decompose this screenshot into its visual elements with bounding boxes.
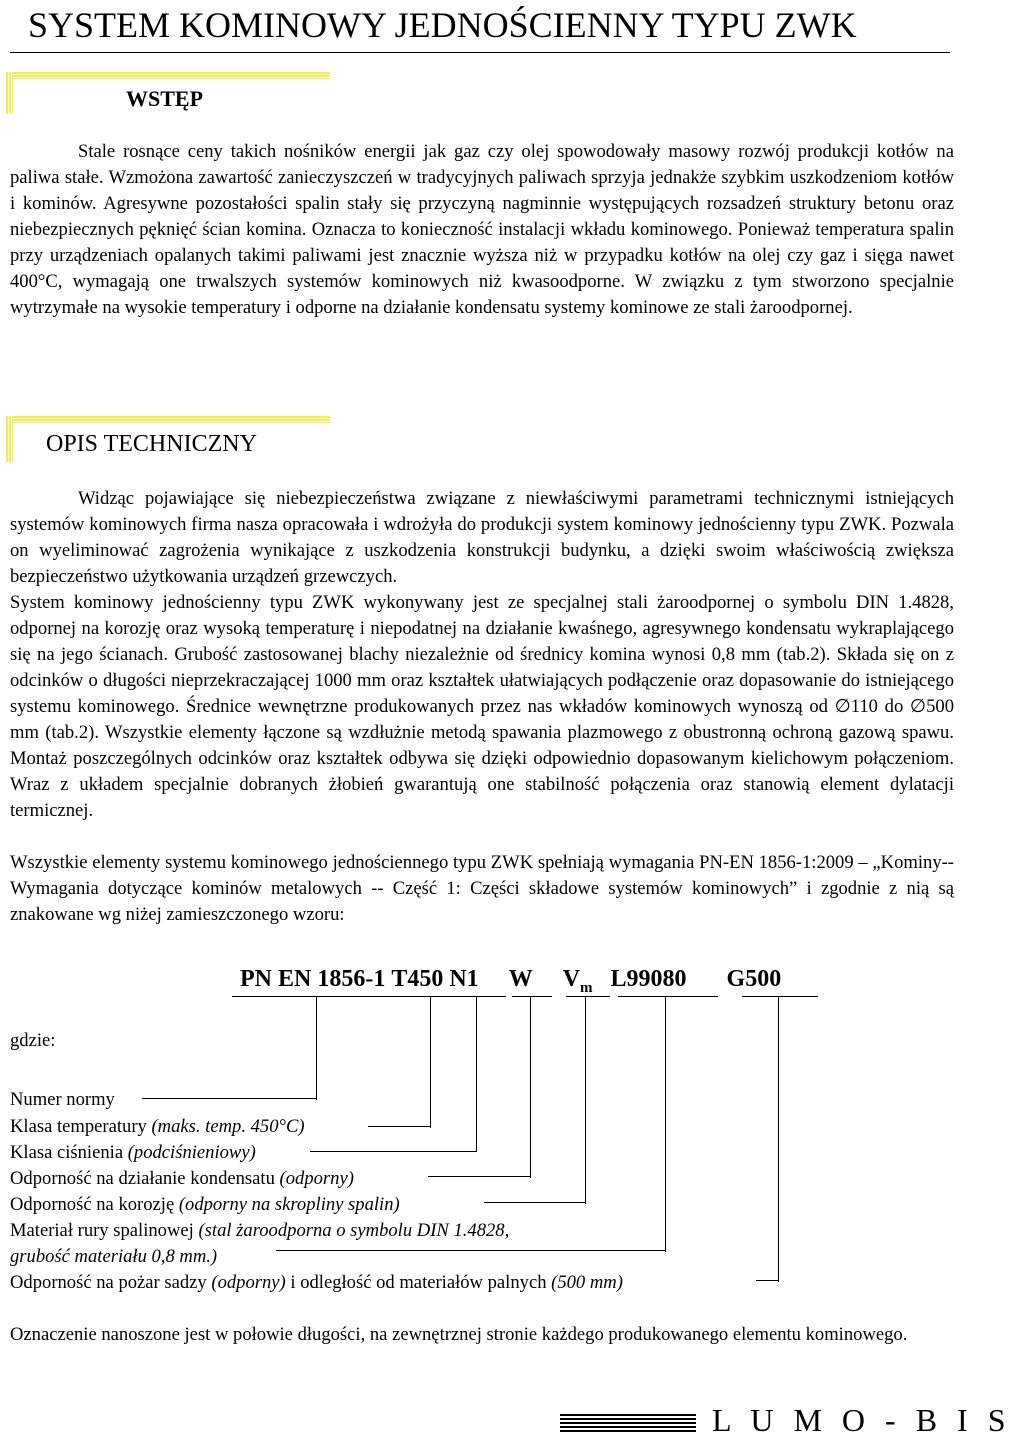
technical-paragraph-1: Widząc pojawiające się niebezpieczeństwa związane z niewłaściwymi parametrami technicznymi istniejących systemów kominowych firma nasza opracowała i wdrożyła do produkcji system kominowy jednościenny typu ZWK. Pozwala on wyeliminować zagrożenia wynikające z uszkodzenia konstrukcji budynku, a dzięki swoim właściwością zwiększa bezpieczeństwo użytkowania urządzeń grzewczych. (10, 488, 954, 587)
code-temperature: T450 (391, 966, 444, 992)
hline-temperature (368, 1126, 430, 1127)
code-corrosion: $V_m$ (562, 966, 593, 996)
hline-condensate (428, 1176, 530, 1177)
hline-norm (142, 1098, 316, 1099)
hline-corrosion (484, 1202, 585, 1203)
technical-paragraph-3: Wszystkie elementy systemu kominowego jednościennego typu ZWK spełniają wymagania PN-EN 1856-1:2009 – „Kominy-- Wymagania dotyczące kominów metalowych -- Część 1: Części składowe systemów kominowych” i zgodnie z nią są znakowane wg niżej zamieszczonego wzoru: (10, 852, 954, 925)
underline-material (618, 996, 718, 997)
designation-code (240, 966, 781, 997)
legend-item: Materiał rury spalinowej (stal żaroodporna o symbolu DIN 1.4828, (10, 1220, 510, 1241)
underline-condensate (512, 996, 552, 997)
technical-paragraph-2: System kominowy jednościenny typu ZWK wykonywany jest ze specjalnej stali żaroodpornej o symbolu DIN 1.4828, odpornej na korozję oraz wysoką temperaturę i niepodatnej na działanie kwaśnego, agresywnego kondensatu wykraplającego się na jego ścianach. Grubość zastosowanej blachy niezależnie od średnicy komina wynosi 0,8 mm (tab.2). Składa się on z odcinków o długości nieprzekraczającej 1000 mm oraz kształtek ułatwiających podłączenie oraz dopasowanie do istniejącego systemu kominowego. Średnice wewnętrzne produkowanych przez nas wkładów kominowych wynoszą od ∅110 do ∅500 mm (tab.2). Wszystkie elementy łączone są wzdłużnie metodą spawania plazmowego z obustronną ochroną gazową spawu. Montaż poszczególnych odcinków oraz kształtek odbywa się dzięki odpowiednio dopasowanym kielichowym połączeniom. Wraz z układem specjalnie dobranych żłobień gwarantują one stabilność połączenia oraz stanowią element dylatacji termicznej. (10, 592, 954, 821)
page-title: SYSTEM KOMINOWY JEDNOŚCIENNY TYPU ZWK (28, 5, 857, 45)
hline-soot-fire (756, 1280, 778, 1281)
company-logo: L U M O - B I S (712, 1402, 1011, 1438)
legend-item: Klasa ciśnienia (podciśnieniowy) (10, 1142, 256, 1163)
connector-soot-fire (778, 996, 779, 1282)
underline-norm (232, 996, 404, 997)
underline-soot-fire (742, 996, 818, 997)
legend-item: grubość materiału 0,8 mm.) (10, 1246, 218, 1267)
technical-heading: OPIS TECHNICZNY (46, 431, 257, 457)
code-pressure: N1 (449, 966, 479, 992)
code-norm: PN EN 1856-1 (240, 966, 386, 992)
legend-item: Klasa temperatury (maks. temp. 450°C) (10, 1116, 305, 1137)
connector-corrosion (585, 996, 586, 1204)
title-rule (10, 52, 950, 53)
underline-corrosion (566, 996, 610, 997)
legend-item: Odporność na korozję (odporny na skropliny spalin) (10, 1194, 400, 1215)
connector-norm (316, 996, 317, 1100)
hline-material (276, 1250, 665, 1251)
code-material: L99080 (610, 966, 687, 992)
legend-item: Odporność na działanie kondensatu (odporny) (10, 1168, 354, 1189)
legend-item: Odporność na pożar sadzy (odporny) i odległość od materiałów palnych (500 mm) (10, 1272, 623, 1293)
connector-temperature (430, 996, 431, 1128)
intro-heading: WSTĘP (126, 86, 204, 111)
underline-temperature (404, 996, 464, 997)
connector-pressure (476, 996, 477, 1152)
legend-item: Numer normy (10, 1089, 115, 1110)
closing-note: Oznaczenie nanoszone jest w połowie długości, na zewnętrznej stronie każdego produkowanego elementu kominowego. (10, 1324, 908, 1345)
intro-paragraph: Stale rosnące ceny takich nośników energii jak gaz czy olej spowodowały masowy rozwój produkcji kotłów na paliwa stałe. Wzmożona zawartość zanieczyszczeń w tradycyjnych paliwach sprzyja jednakże szybkim uszkodzeniom kotłów i kominów. Agresywne pozostałości spalin stały się przyczyną nagminnie występujących rozsadzeń struktury betonu oraz niebezpiecznych pęknięć ścian komina. Oznacza to konieczność instalacji wkładu kominowego. Ponieważ temperatura spalin przy urządzeniach opalanych takimi paliwami jest znacznie wyższa niż w przypadku kotłów na olej czy gaz i sięga nawet 400°C, wymagają one trwalszych systemów kominowych niż kwasoodporne. W związku z tym stworzono specjalnie wytrzymałe na wysokie temperatury i odporne na działanie kondensatu systemy kominowe ze stali żaroodpornej. (10, 141, 954, 318)
code-soot-fire: G500 (726, 966, 782, 992)
hline-pressure (310, 1151, 476, 1152)
code-condensate: W (508, 966, 533, 992)
underline-pressure (464, 996, 506, 997)
connector-condensate (530, 996, 531, 1178)
connector-material (665, 996, 666, 1252)
footer-decorative-lines (560, 1414, 696, 1432)
legend-where-label: gdzie: (10, 1030, 56, 1051)
